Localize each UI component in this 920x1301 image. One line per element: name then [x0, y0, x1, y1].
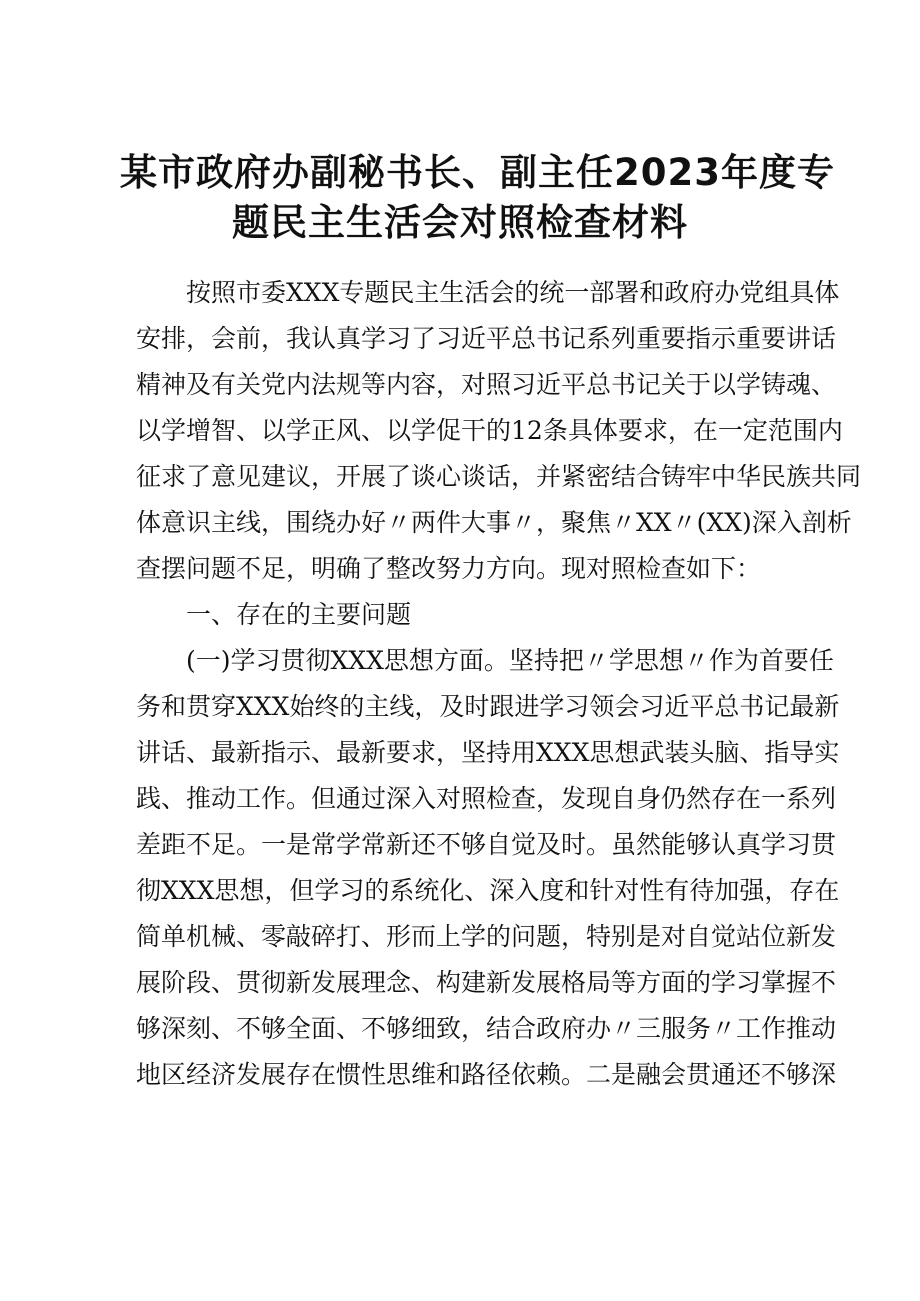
- paragraph-line: 以学增智、以学正风、以学促干的12条具体要求，在一定范围内: [136, 416, 843, 445]
- paragraph-line: 差距不足。一是常学常新还不够自觉及时。虽然能够认真学习贯: [136, 830, 837, 859]
- paragraph-line: 够深刻、不够全面、不够细致，结合政府办〃三服务〃工作推动: [136, 1014, 837, 1043]
- document-body: [136, 270, 862, 1098]
- paragraph-line: 安排，会前，我认真学习了习近平总书记系列重要指示重要讲话: [136, 324, 837, 353]
- paragraph-line: 简单机械、零敲碎打、形而上学的问题，特别是对自觉站位新发: [136, 922, 837, 951]
- paragraph-line: 彻XXX思想，但学习的系统化、深入度和针对性有待加强，存在: [136, 876, 840, 905]
- section-heading: 一、存在的主要问题: [186, 600, 412, 629]
- document-title-line-2: 题民主生活会对照检查材料: [232, 201, 688, 244]
- paragraph-line: 按照市委XXX专题民主生活会的统一部署和政府办党组具体: [186, 278, 840, 307]
- paragraph-line: 务和贯穿XXX始终的主线，及时跟进学习领会习近平总书记最新: [136, 692, 840, 721]
- paragraph-line: (一)学习贯彻XXX思想方面。坚持把〃学思想〃作为首要任: [186, 646, 834, 675]
- document-title-line-1: 某市政府办副秘书长、副主任2023年度专: [120, 151, 835, 194]
- paragraph-line: 地区经济发展存在惯性思维和路径依赖。二是融会贯通还不够深: [136, 1060, 837, 1089]
- paragraph-line: 展阶段、贯彻新发展理念、构建新发展格局等方面的学习掌握不: [136, 968, 837, 997]
- paragraph-line: 查摆问题不足，明确了整改努力方向。现对照检查如下：: [136, 554, 762, 583]
- paragraph-line: 讲话、最新指示、最新要求，坚持用XXX思想武装头脑、指导实: [136, 738, 840, 767]
- paragraph-line: 征求了意见建议，开展了谈心谈话，并紧密结合铸牢中华民族共同: [136, 462, 862, 491]
- paragraph-line: 体意识主线，围绕办好〃两件大事〃，聚焦〃XX〃(XX)深入剖析: [136, 508, 852, 537]
- paragraph-line: 践、推动工作。但通过深入对照检查，发现自身仍然存在一系列: [136, 784, 837, 813]
- paragraph-line: 精神及有关党内法规等内容，对照习近平总书记关于以学铸魂、: [136, 370, 837, 399]
